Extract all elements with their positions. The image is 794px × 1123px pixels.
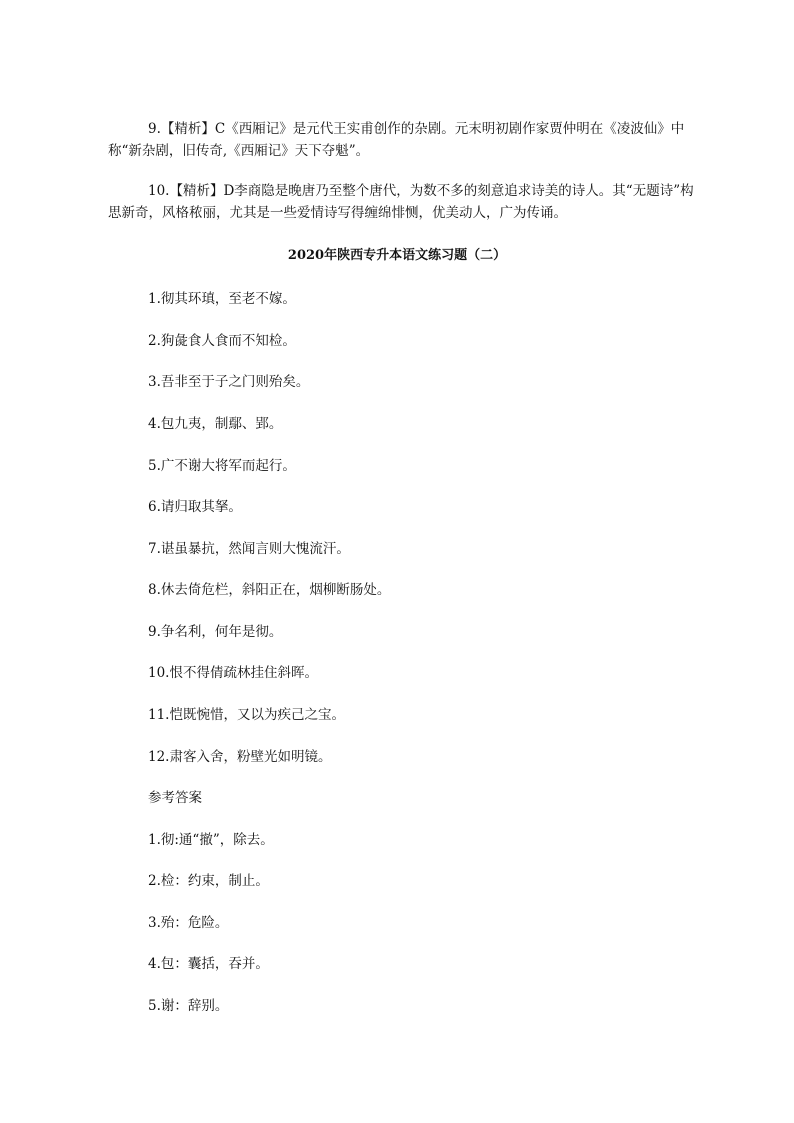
question-item: 8.休去倚危栏，斜阳正在，烟柳断肠处。 (148, 582, 391, 598)
answer-item: 5.谢：辞别。 (148, 998, 229, 1014)
question-item: 6.请归取其拏。 (148, 499, 242, 515)
question-item: 9.争名利，何年是彻。 (148, 624, 283, 640)
section-title: 2020年陕西专升本语文练习题（二） (287, 248, 507, 263)
question-item: 7.谌虽暴抗，然闻言则大愧流汗。 (148, 541, 350, 557)
answer-item: 3.殆：危险。 (148, 915, 229, 931)
answer-heading: 参考答案 (148, 790, 202, 806)
question-item: 3.吾非至于子之门则殆矣。 (148, 374, 310, 390)
answer-item: 4.包：囊括，吞并。 (148, 956, 269, 972)
question-item: 2.狗彘食人食而不知检。 (148, 333, 296, 349)
question-item: 5.广不谢大将军而起行。 (148, 458, 296, 474)
answer-paragraph-9: 9.【精析】C《西厢记》是元代王实甫创作的杂剧。元末明初剧作家贾仲明在《凌波仙》中称“新杂剧，旧传奇,《西厢记》天下夺魁”。 (108, 121, 685, 159)
question-item: 10.恨不得倩疏林挂住斜晖。 (148, 665, 318, 681)
answer-item: 1.彻:通“撤”，除去。 (148, 832, 274, 848)
question-item: 11.恺既惋惜，又以为疾己之宝。 (148, 707, 345, 723)
question-item: 12.肃客入舍，粉壁光如明镜。 (148, 749, 332, 765)
answer-paragraph-10: 10.【精析】D李商隐是晚唐乃至整个唐代，为数不多的刻意追求诗美的诗人。其“无题诗”构思新奇，风格秾丽，尤其是一些爱情诗写得缠绵悱恻，优美动人，广为传诵。 (108, 183, 694, 221)
answer-item: 2.检：约束，制止。 (148, 873, 269, 889)
question-item: 1.彻其环瑱，至老不嫁。 (148, 291, 296, 307)
question-item: 4.包九夷，制鄢、郢。 (148, 416, 283, 432)
